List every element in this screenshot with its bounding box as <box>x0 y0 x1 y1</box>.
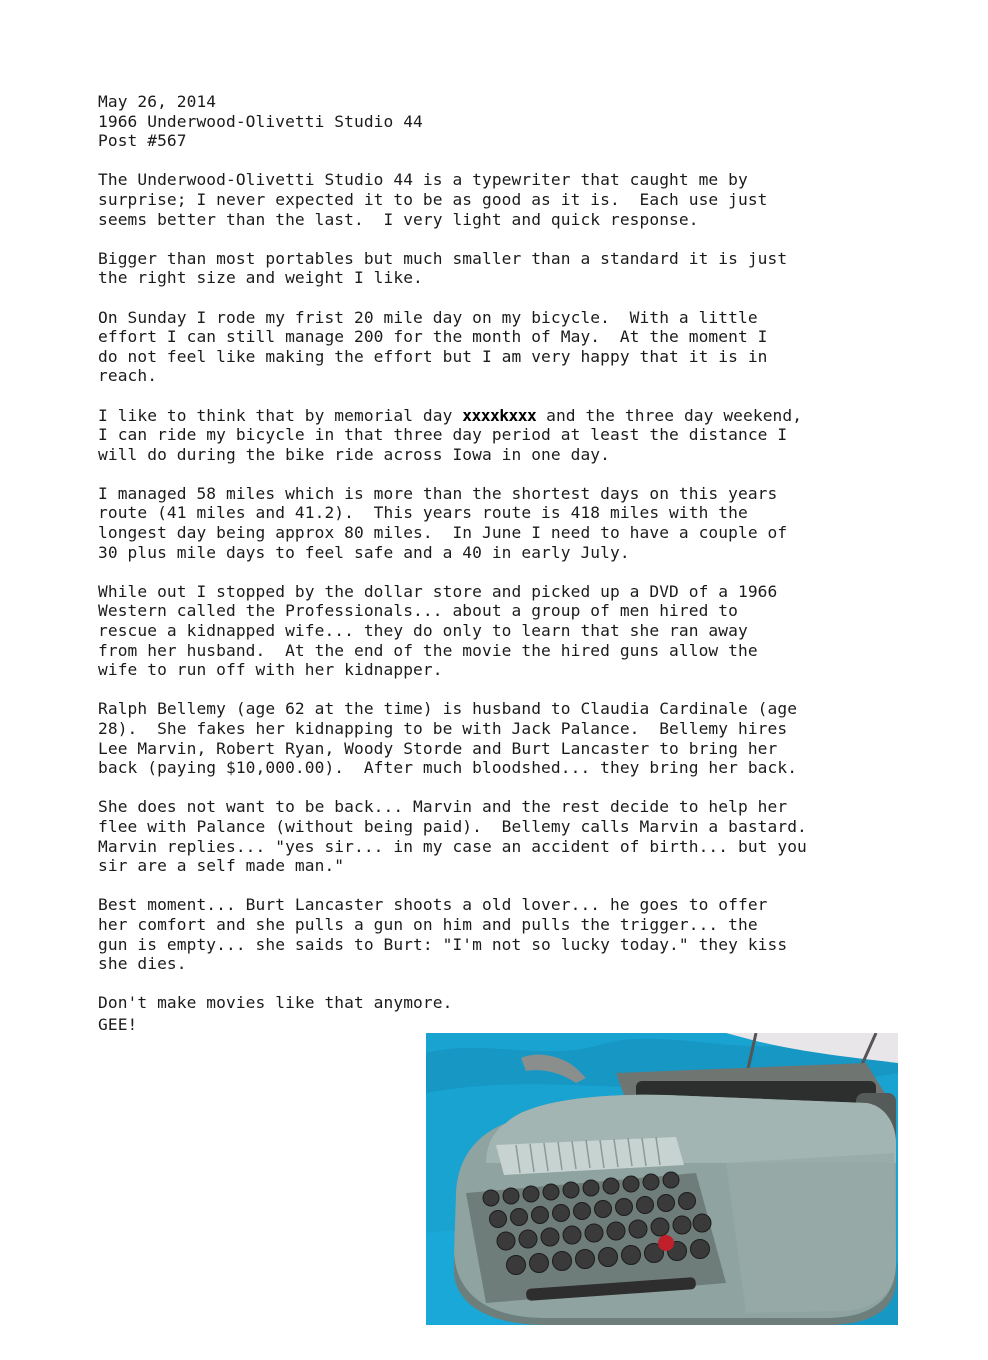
paragraph-quote <box>98 797 858 875</box>
paragraph-miles <box>98 484 858 562</box>
text-line: wife to run off with her kidnapper. <box>98 660 443 680</box>
text-line: her comfort and she pulls a gun on him and pulls the trigger... the <box>98 914 758 934</box>
text-line: On Sunday I rode my frist 20 mile day on my bicycle. With a little <box>98 307 758 327</box>
text-line: back (paying $10,000.00). After much bloodshed... they bring her back. <box>98 758 798 778</box>
paragraph-closing <box>98 993 858 1013</box>
text-line: The Underwood-Olivetti Studio 44 is a typewriter that caught me by <box>98 170 748 190</box>
text-line <box>98 406 858 426</box>
text-line: Bigger than most portables but much smaller than a standard it is just <box>98 248 788 268</box>
text-line: seems better than the last. I very light and quick response. <box>98 209 699 229</box>
post-number: Post #567 <box>98 131 187 151</box>
text-line: rescue a kidnapped wife... they do only to learn that she ran away <box>98 621 748 641</box>
text-line: Ralph Bellemy (age 62 at the time) is husband to Claudia Cardinale (age <box>98 699 798 719</box>
text-line: the right size and weight I like. <box>98 268 423 288</box>
text-line: I managed 58 miles which is more than the shortest days on this years <box>98 483 778 503</box>
paragraph-intro <box>98 170 858 229</box>
text-line: will do during the bike ride across Iowa in one day. <box>98 444 610 464</box>
paragraph-size <box>98 249 858 288</box>
text-line: She does not want to be back... Marvin and the rest decide to help her <box>98 797 788 817</box>
paragraph-cast <box>98 699 858 777</box>
typewriter-illustration <box>426 1033 898 1325</box>
text-segment: and the three day weekend, <box>536 405 803 425</box>
paragraph-best-moment <box>98 895 858 973</box>
text-line: she dies. <box>98 954 187 974</box>
text-line: longest day being approx 80 miles. In June I need to have a couple of <box>98 523 788 543</box>
text-segment: I like to think that by memorial day <box>98 405 463 425</box>
text-line: sir are a self made man." <box>98 856 345 876</box>
struck-out-word: xxxxkxxx <box>462 405 537 425</box>
text-line: While out I stopped by the dollar store and picked up a DVD of a 1966 <box>98 581 778 601</box>
text-line: surprise; I never expected it to be as good as it is. Each use just <box>98 189 768 209</box>
text-line: effort I can still manage 200 for the month of May. At the moment I <box>98 327 768 347</box>
typed-letter <box>98 92 858 1035</box>
typewriter-model: 1966 Underwood-Olivetti Studio 44 <box>98 111 423 131</box>
signoff: GEE! <box>98 1014 138 1034</box>
text-line: 30 plus mile days to feel safe and a 40 in early July. <box>98 542 630 562</box>
text-line: Marvin replies... "yes sir... in my case an accident of birth... but you <box>98 836 807 856</box>
text-line: I can ride my bicycle in that three day period at least the distance I <box>98 425 788 445</box>
paragraph-dvd <box>98 582 858 680</box>
text-line: 28). She fakes her kidnapping to be with Jack Palance. Bellemy hires <box>98 719 788 738</box>
text-line: Don't make movies like that anymore. <box>98 993 453 1013</box>
typewriter-photo <box>426 1033 898 1325</box>
letter-date: May 26, 2014 <box>98 92 217 111</box>
text-line: do not feel like making the effort but I am very happy that it is in <box>98 346 768 366</box>
text-line: Lee Marvin, Robert Ryan, Woody Storde and Burt Lancaster to bring her <box>98 738 778 758</box>
paragraph-bicycle <box>98 308 858 386</box>
text-line: reach. <box>98 366 158 386</box>
text-line: from her husband. At the end of the movie the hired guns allow the <box>98 640 758 660</box>
red-key-icon <box>658 1235 674 1251</box>
text-line: Best moment... Burt Lancaster shoots a old lover... he goes to offer <box>98 895 768 915</box>
text-line: route (41 miles and 41.2). This years route is 418 miles with the <box>98 503 748 523</box>
text-line: gun is empty... she saids to Burt: "I'm not so lucky today." they kiss <box>98 934 788 954</box>
text-line: Western called the Professionals... about a group of men hired to <box>98 601 738 621</box>
text-line: flee with Palance (without being paid). Bellemy calls Marvin a bastard. <box>98 816 807 836</box>
paragraph-memorial-day <box>98 406 858 465</box>
